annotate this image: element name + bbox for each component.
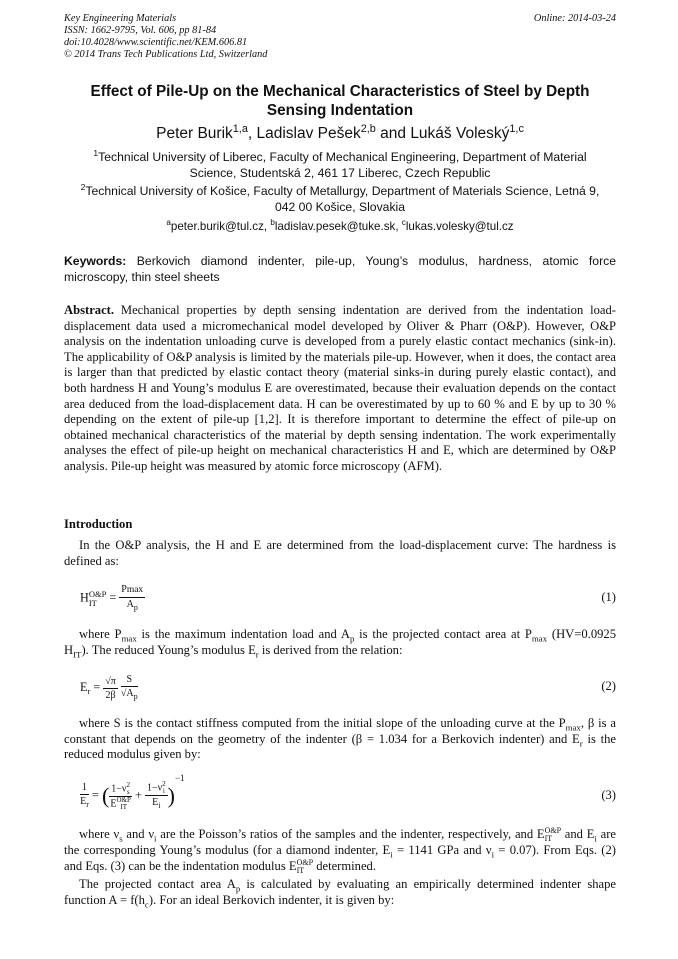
eq3-lhs-denominator-sub: r <box>86 800 89 810</box>
p2-sub-max: max <box>121 633 137 644</box>
intro-paragraph-5 <box>64 877 616 908</box>
email-2-marker: b <box>270 218 275 228</box>
eq3-lhs-numerator: 1 <box>82 782 87 794</box>
p4-sub-i-4: i <box>491 849 495 860</box>
author-and: and <box>375 125 411 142</box>
eq1-equals: = <box>106 590 120 605</box>
online-date: Online: 2014-03-24 <box>533 13 616 24</box>
equation-3 <box>80 773 185 812</box>
p2-sub-p: p <box>350 633 355 644</box>
author-1: Peter Burik <box>156 125 233 142</box>
eq1-numerator: P <box>121 584 127 595</box>
equation-3-number: (3) <box>601 788 616 802</box>
eq2-symbol-e: E <box>80 679 88 694</box>
paper-title <box>64 82 616 120</box>
abstract <box>64 303 616 475</box>
email-1[interactable]: peter.burik@tul.cz <box>170 220 264 233</box>
copyright: © 2014 Trans Tech Publications Ltd, Switzerland <box>64 49 268 60</box>
eq1-superscript: O&P <box>88 588 107 599</box>
eq1-numerator-sub: max <box>126 585 144 595</box>
p5-sub-c: c <box>144 899 149 910</box>
p3-text-a: where S is the contact stiffness computed from the initial slope of the unloading curve at the P <box>79 716 566 730</box>
email-3[interactable]: lukas.volesky@tul.cz <box>405 220 514 233</box>
eq3-lhs-denominator: E <box>80 796 87 808</box>
p2-text-e: ). The reduced Young’s modulus E <box>81 642 256 657</box>
affiliation-1-line-2: Science, Studentská 2, 461 17 Liberec, Czech Republic <box>189 166 491 180</box>
abstract-label: Abstract. <box>64 303 115 317</box>
author-1-marker: 1,a <box>232 122 248 135</box>
p5-sub-p: p <box>235 883 241 894</box>
author-2: Ladislav Pešek <box>256 125 361 142</box>
author-list: Peter Burik$^{1,a}$, Ladislav Pešek$^{2,b}$ and Lukáš Voleský$^{1,c}$ <box>156 122 524 142</box>
author-2-marker: 2,b <box>360 122 376 135</box>
keywords <box>64 254 616 285</box>
journal-header <box>64 13 616 61</box>
title-line-1: Effect of Pile-Up on the Mechanical Characteristics of Steel by Depth <box>90 83 590 100</box>
issn: ISSN: 1662-9795, Vol. 606, pp 81-84 <box>64 25 217 36</box>
p4-sup-op-2: O&P <box>296 857 314 867</box>
eq1-symbol-h: H <box>80 590 89 605</box>
author-3: Lukáš Voleský <box>410 125 510 142</box>
keywords-label: Keywords: <box>64 254 127 268</box>
p3-text-c: is the reduced modulus given by: <box>64 731 616 762</box>
eq2-f1-denominator: 2β <box>105 689 116 701</box>
title-line-2: Sensing Indentation <box>266 102 414 119</box>
p4-sub-i: i <box>154 833 157 844</box>
eq3-t1-denominator-sub: IT <box>120 802 127 811</box>
eq2-fraction-2 <box>121 673 138 703</box>
eq3-exponent: −1 <box>174 773 185 783</box>
equation-2 <box>80 673 138 703</box>
affiliation-2-line-1: Technical University of Košice, Faculty of Metallurgy, Department of Materials Science, Letná 9, <box>85 184 600 198</box>
eq2-equals: = <box>90 679 104 694</box>
p5-text-b: is calculated by evaluating an empirically determined indenter shape function A = f(h <box>64 877 616 907</box>
affiliation-2 <box>64 183 616 215</box>
eq3-right-paren: ) <box>167 783 175 809</box>
intro-paragraph-3 <box>64 716 616 763</box>
eq3-left-paren: ( <box>101 783 110 809</box>
eq3-t1-numerator: 1−ν <box>111 783 127 794</box>
journal-name: Key Engineering Materials <box>64 13 177 24</box>
affiliation-1-line-1: Technical University of Liberec, Faculty of Mechanical Engineering, Department of Material <box>98 150 587 164</box>
p2-sub-it: IT <box>73 649 82 660</box>
eq3-term-2 <box>145 781 168 812</box>
email-3-marker: c <box>401 218 406 228</box>
doi: doi:10.4028/www.scientific.net/KEM.606.81 <box>64 37 248 48</box>
eq1-denominator: A <box>126 599 134 610</box>
eq3-term-1 <box>109 782 132 811</box>
p4-sub-s: s <box>119 833 123 844</box>
section-heading-introduction: Introduction <box>64 517 133 531</box>
affiliation-1-marker: 1 <box>93 147 99 158</box>
affiliation-1 <box>64 149 616 181</box>
p4-sup-op-1: O&P <box>544 826 562 836</box>
eq3-t2-numerator-sub: i <box>162 786 165 795</box>
eq3-t2-numerator: 1−ν <box>146 782 163 793</box>
eq1-denominator-sub: p <box>133 603 138 612</box>
p2-text-f: is derived from the relation: <box>258 642 403 657</box>
eq3-t1-denominator-sup: O&P <box>116 795 131 804</box>
eq3-t1-numerator-sup: 2 <box>126 780 130 789</box>
p2-text-a: where P <box>79 627 122 641</box>
equation-1 <box>80 583 145 614</box>
p4-text-g: = 0.07). From Eqs. (2) and Eqs. (3) can be the indentation modulus E <box>64 843 616 873</box>
p4-text-d: and E <box>561 827 595 841</box>
eq2-f2-denominator-sub: p <box>133 692 138 701</box>
email-2[interactable]: ladislav.pesek@tuke.sk <box>274 220 396 233</box>
eq3-lhs-fraction <box>80 781 89 811</box>
eq3-t2-denominator-sub: i <box>158 800 161 810</box>
p2-text-c: is the projected contact area at P <box>354 627 532 641</box>
email-1-marker: a <box>166 218 171 228</box>
eq2-fraction-1 <box>103 675 118 702</box>
p4-sub-it-1: IT <box>544 834 553 844</box>
eq3-t1-numerator-sub: s <box>126 787 130 796</box>
p3-text-b: , β is a constant that depends on the geometry of the indenter (β = 1.034 for a Berkovich indenter) and E <box>64 716 616 746</box>
eq2-f2-denominator: √A <box>120 688 134 699</box>
intro-paragraph-4 <box>64 827 616 875</box>
affiliation-2-marker: 2 <box>80 181 86 192</box>
p4-sub-i-2: i <box>594 833 597 844</box>
p4-sub-it-2: IT <box>296 865 305 875</box>
eq3-t2-denominator: E <box>152 796 159 808</box>
eq3-t1-denominator: E <box>110 798 117 809</box>
p4-text-b: and ν <box>122 827 155 841</box>
intro-paragraph-2 <box>64 627 616 658</box>
eq2-f2-numerator: S <box>121 673 138 687</box>
eq3-t2-numerator-sup: 2 <box>162 779 166 788</box>
p2-sub-max-2: max <box>531 633 548 644</box>
p4-text-f: = 1141 GPa and ν <box>392 843 492 858</box>
p4-sub-i-3: i <box>390 849 393 860</box>
p2-sub-r: r <box>255 649 259 660</box>
eq3-equals: = <box>89 788 102 802</box>
p4-text-h: determined. <box>313 858 376 873</box>
eq1-fraction <box>119 583 145 614</box>
p5-text-a: The projected contact area A <box>79 877 236 891</box>
p3-sub-max: max <box>565 722 581 733</box>
eq1-subscript: IT <box>88 597 97 608</box>
p2-text-b: is the maximum indentation load and A <box>136 627 350 641</box>
author-3-marker: 1,c <box>509 122 524 135</box>
intro-paragraph-1: In the O&P analysis, the H and E are determined from the load-displacement curve: The hardness is defined as: <box>64 538 616 568</box>
p2-text-d: (HV=0.0925 H <box>64 627 617 657</box>
abstract-text: Mechanical properties by depth sensing indentation are derived from the indentation load-displacement data used a micromechanical model developed by Oliver & Pharr (O&P). However, O&P analysis on the indentation unloading curve is developed from a purely elastic contact mechanics (sink-in). The applicability of O&P analysis is limited by the materials pile-up. However, when it does, the contact area is larger than that predicted by elastic contact theory (material sinks-in during purely elastic contact), and both hardness H and Young’s modulus E are overestimated, because their evaluation depends on the contact area deduced from the load-displacement data. H can be overestimated by up to 60 % and E by up to 30 % depending on the extent of pile-up [1,2]. It is therefore important to determine the effect of pile-up on obtained mechanical characteristics of the material by depth sensing indentation. The work experimentally analyses the effect of pile-up height on mechanical characteristics H and E, which are determined by O&P analysis. Pile-up height was measured by atomic force microscopy (AFM). <box>64 303 617 473</box>
p3-sub-r: r <box>579 738 583 749</box>
p4-text-c: are the Poisson’s ratios of the samples and the indenter, respectively, and E <box>156 827 545 841</box>
equation-1-number: (1) <box>601 590 616 604</box>
p4-text-a: where ν <box>79 827 120 841</box>
eq3-plus: + <box>135 788 142 802</box>
p5-text-c: ). For an ideal Berkovich indenter, it is given by: <box>148 892 395 907</box>
equation-2-number: (2) <box>601 679 616 693</box>
eq2-f1-numerator: √π <box>105 675 116 687</box>
p4-text-e: are the corresponding Young’s modulus (for a diamond indenter, E <box>64 827 616 858</box>
eq2-subscript: r <box>87 686 91 697</box>
email-list: $^a$peter.burik@tul.cz, $^b$ladislav.pesek@tuke.sk, $^c$lukas.volesky@tul.cz <box>166 218 514 233</box>
keywords-text: Berkovich diamond indenter, pile-up, Young’s modulus, hardness, atomic force microscopy, thin steel sheets <box>64 254 617 284</box>
affiliation-2-line-2: 042 00 Košice, Slovakia <box>274 200 406 214</box>
